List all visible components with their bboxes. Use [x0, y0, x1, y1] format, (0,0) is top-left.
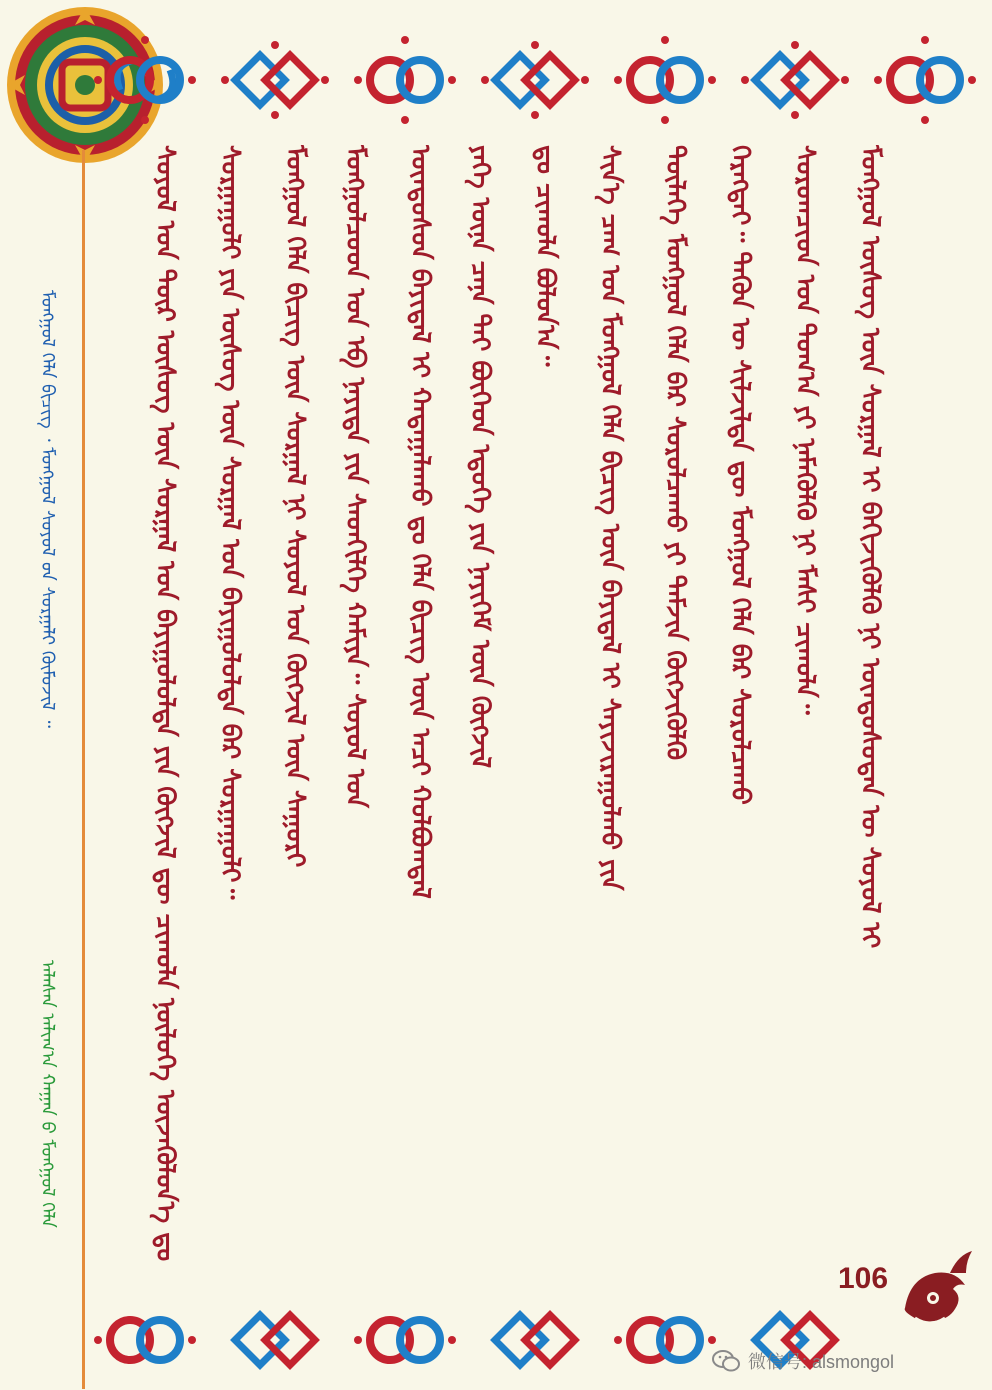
wechat-icon — [712, 1349, 740, 1373]
diamond-knot-ornament-icon — [220, 30, 330, 130]
text-column: ᠰᠤᠷᠭᠠᠭᠤᠯᠢ ᠶᠢᠨ ᠦᠰᠦᠭ ᠦᠨ ᠰᠤᠷᠭᠠᠯ ᠤᠨ ᠪᠠᠶᠢᠭᠤᠯᠤᠯᠳᠠ ᠪᠠᠷ ᠰᠤᠷᠭᠠᠭᠤᠯᠢ᠃ — [215, 145, 245, 900]
knot-ornament-icon — [610, 30, 720, 130]
text-column: ᠬᠡᠷᠡᠭᠲᠡᠢ᠃ ᠲᠡᠭᠦᠨ ᠦ ᠰᠢᠯᠵᠢᠯᠲᠡ ᠳᠦ ᠮᠣᠩᠭᠣᠯ ᠬᠡᠯᠡ ᠪᠡᠷ ᠰᠤᠷᠤᠯᠴᠠᠬᠤ — [725, 145, 755, 805]
watermark — [712, 1346, 894, 1376]
knot-ornament-icon — [870, 30, 980, 130]
diamond-knot-ornament-icon — [480, 30, 590, 130]
goat-emblem-icon — [895, 1248, 975, 1348]
knot-ornament-icon — [350, 30, 460, 130]
text-column: ᠰᠤᠷᠤᠭᠴᠢᠳ ᠤᠨ ᠲᠣᠭ᠎ᠠ ᠶᠢ ᠨᠡᠮᠡᠭᠦᠯᠬᠦ ᠨᠢ ᠮᠠᠰᠢ ᠴᠢᠬᠤᠯᠠ᠃ — [790, 145, 820, 715]
text-column: ᠮᠣᠩᠭᠣᠯᠴᠤᠳ ᠤᠨ ᠡᠪ ᠨᠡᠶᠢᠲᠡ ᠶᠢᠨ ᠰᠡᠳᠬᠢᠯᠭᠡ ᠬᠠᠮᠢᠶᠠ᠃ ᠰᠣᠶᠣᠯ ᠤᠨ — [340, 145, 370, 808]
knot-ornament-icon — [90, 1290, 200, 1390]
text-column: ᠰᠣᠶᠣᠯ ᠤᠨ ᠲᠦᠷ ᠦᠰᠦᠭ ᠦᠨ ᠰᠤᠷᠭᠠᠯ ᠤᠨ ᠪᠠᠶᠢᠭᠤᠯᠤᠯᠳᠠ ᠶᠢᠨ ᠬᠥᠭᠵᠢᠯ ᠳᠦ ᠴᠢᠬᠤᠯᠠ ᠨᠥᠯᠦᠭᠡ ᠦᠵᠡᠭᠦᠯᠦᠨ᠎ᠡ ᠳᠤ — [150, 145, 180, 1262]
text-column: ᠶᠡᠬᠡ ᠦᠨᠡ ᠴᠡᠨᠡ ᠲᠠᠢ ᠪᠥᠭᠡᠳ ᠡᠳᠦᠭᠡ ᠶᠢᠨ ᠨᠡᠶᠢᠭᠡᠮ ᠦᠨ ᠬᠥᠭᠵᠢᠯ — [465, 145, 495, 769]
diamond-knot-ornament-icon — [740, 30, 850, 130]
body-text — [110, 145, 950, 1280]
text-column: ᠦᠨᠳᠦᠰᠦᠨ ᠪᠠᠶᠢᠳᠠᠯ ᠢ ᠬᠠᠳᠠᠭᠠᠯᠠᠬᠤ ᠳᠤ ᠬᠡᠯᠡ ᠪᠢᠴᠢᠭ ᠦᠨ ᠠᠴᠢ ᠬᠣᠯᠪᠣᠭᠳᠠᠯ — [405, 145, 435, 899]
sidebar-divider — [82, 150, 85, 1389]
sidebar — [0, 0, 90, 1389]
text-column: ᠮᠣᠩᠭᠣᠯ ᠦᠰᠦᠭ ᠦᠨ ᠰᠤᠷᠭᠠᠯ ᠢ ᠪᠡᠬᠢᠵᠢᠭᠦᠯᠬᠦ ᠨᠢ ᠦᠨᠳᠦᠰᠦᠲᠡᠨ ᠦ ᠰᠣᠶᠣᠯ ᠢ — [855, 145, 885, 949]
text-column: ᠳᠤ ᠴᠢᠬᠤᠯᠠ ᠪᠣᠯᠤᠨ᠎ᠠ᠃ — [530, 145, 560, 367]
text-column: ᠮᠣᠩᠭᠣᠯ ᠬᠡᠯᠡ ᠪᠢᠴᠢᠭ ᠦᠨ ᠰᠤᠷᠭᠠᠯ ᠨᠢ ᠰᠣᠶᠣᠯ ᠤᠨ ᠬᠥᠭᠵᠢᠯ ᠦᠨ ᠰᠠᠭᠤᠷᠢ — [280, 145, 310, 868]
diamond-knot-ornament-icon — [220, 1290, 330, 1390]
sidebar-title: ᠮᠣᠩᠭᠣᠯ ᠬᠡᠯᠡ ᠪᠢᠴᠢᠭ᠌ ᠂ ᠮᠣᠩᠭᠣᠯ ᠰᠣᠶᠣᠯ ᠤ᠋ᠨ ᠰᠤᠷᠭᠠᠯᠢ ᠬᠦᠮᠦᠵᠢᠯ ᠃ — [37, 290, 58, 728]
knot-ornament-icon — [90, 30, 200, 130]
sidebar-subtitle: ᠠᠯᠠᠰᠠᠨ ᠠᠯᠢᠭ᠎ᠠ ᠬᠠᠭᠠᠨ ᠤ᠋ ᠮᠣᠩᠭᠣᠯ ᠬᠡᠯᠡ — [37, 960, 58, 1228]
watermark-label: 微信号: alsmongol — [748, 1352, 895, 1372]
diamond-knot-ornament-icon — [480, 1290, 590, 1390]
page-number: 106 — [838, 1262, 889, 1295]
text-column: ᠲᠦᠯᠡᠭᠡ ᠮᠣᠩᠭᠣᠯ ᠬᠡᠯᠡ ᠪᠡᠷ ᠰᠤᠷᠤᠯᠴᠠᠬᠤ ᠶᠢ ᠳᠡᠮᠵᠢᠨ ᠬᠥᠭᠵᠢᠭᠦᠯᠬᠦ — [660, 145, 690, 761]
knot-ornament-icon — [350, 1290, 460, 1390]
knot-ornament-icon — [610, 1290, 720, 1390]
top-ornament-row — [90, 30, 992, 130]
text-column: ᠰᠢᠨ᠎ᠡ ᠴᠠᠭ ᠤᠨ ᠮᠣᠩᠭᠣᠯ ᠬᠡᠯᠡ ᠪᠢᠴᠢᠭ ᠦᠨ ᠪᠠᠶᠢᠳᠠᠯ ᠢ ᠰᠠᠶᠢᠵᠢᠷᠠᠭᠤᠯᠬᠤ ᠶᠢᠨ — [595, 145, 625, 891]
